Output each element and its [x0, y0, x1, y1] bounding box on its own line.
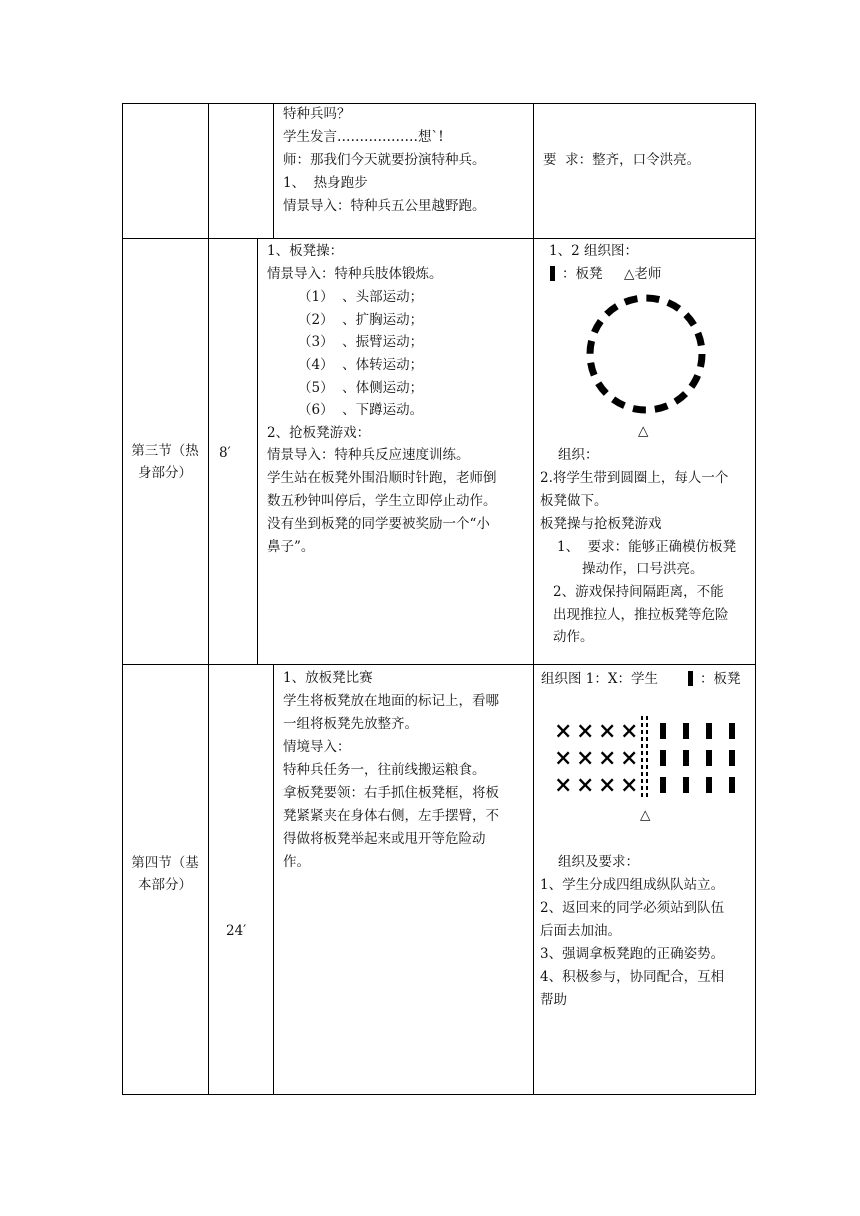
row3-org-line: 后面去加油。 — [540, 923, 621, 939]
teacher-legend-label: △老师 — [624, 266, 662, 282]
bench-formation — [660, 723, 735, 793]
table-border-right — [755, 103, 756, 1095]
row3-content-line: 拿板凳要领：右手抓住板凳框，将板 — [283, 785, 499, 801]
row3-content-line: 作。 — [283, 854, 310, 870]
row2-org-line: 板凳做下。 — [540, 493, 608, 509]
bench-circle-diagram — [580, 290, 716, 416]
exercise-item: （3） 、振臂运动； — [298, 334, 424, 350]
row-divider-1 — [122, 238, 756, 239]
formation-diagram-title: 组织图 1：X：学生 — [541, 671, 658, 687]
column-divider-time-row2 — [257, 238, 258, 664]
row3-time: 24′ — [226, 923, 247, 939]
row2-org-line: 动作。 — [553, 629, 594, 645]
row2-content-line: 鼻子”。 — [267, 539, 315, 555]
teacher-symbol: △ — [638, 423, 649, 439]
row2-org-line: 操动作，口号洪亮。 — [582, 561, 704, 577]
bench-mark — [683, 750, 689, 766]
bench-mark — [706, 750, 712, 766]
row1-content-line: 师：那我们今天就要扮演特种兵。 — [283, 152, 486, 168]
row2-content-line: 情景导入：特种兵肢体锻炼。 — [267, 266, 443, 282]
row3-content-line: 情境导入： — [283, 739, 351, 755]
row3-org-line: 帮助 — [540, 992, 567, 1008]
table-border-left — [122, 103, 123, 1095]
row-divider-2 — [122, 664, 756, 665]
column-divider-org — [533, 103, 534, 1095]
start-line — [642, 716, 647, 800]
bench-mark — [683, 723, 689, 739]
row3-org-line: 3、强调拿板凳跑的正确姿势。 — [540, 946, 725, 962]
student-mark: × — [576, 745, 595, 771]
row3-content-line: 一组将板凳先放整齐。 — [283, 716, 418, 732]
row2-content-line: 没有坐到板凳的同学要被奖励一个“小 — [267, 516, 490, 532]
row2-time: 8′ — [219, 445, 231, 461]
student-mark: × — [554, 745, 573, 771]
row2-org-line: 2.将学生带到圆圈上，每人一个 — [540, 470, 729, 486]
row1-content-line: 特种兵吗？ — [283, 106, 351, 122]
student-mark: × — [554, 772, 573, 798]
bench-legend-icon — [550, 266, 555, 281]
table-border-bottom — [122, 1094, 756, 1095]
row3-org-line: 1、学生分成四组成纵队站立。 — [540, 877, 725, 893]
row2-content-line: 1、板凳操： — [267, 243, 344, 259]
bench-mark — [660, 750, 666, 766]
row2-content-line: 2、抢板凳游戏： — [267, 425, 371, 441]
row1-content-line: 1、 热身跑步 — [283, 175, 368, 191]
student-mark: × — [620, 718, 639, 744]
bench-mark — [660, 723, 666, 739]
bench-mark — [683, 777, 689, 793]
row2-org-line: 2、游戏保持间隔距离，不能 — [553, 584, 724, 600]
row3-org-line: 2、返回来的同学必须站到队伍 — [540, 900, 725, 916]
row1-content-line: 情景导入：特种兵五公里越野跑。 — [283, 198, 486, 214]
row2-org-line: 1、 要求：能够正确模仿板凳 — [557, 539, 737, 555]
circle-diagram-title: 1、2 组织图： — [549, 243, 638, 259]
table-border-top — [122, 103, 756, 104]
row2-content-line: 情景导入：特种兵反应速度训练。 — [267, 447, 470, 463]
row3-section-label: 第四节（基本部分） — [131, 855, 199, 893]
exercise-item: （4） 、体转运动； — [298, 357, 424, 373]
column-divider-time-row1 — [273, 103, 274, 238]
student-mark: × — [598, 718, 617, 744]
student-formation — [554, 718, 638, 798]
student-mark: × — [576, 772, 595, 798]
student-mark: × — [620, 745, 639, 771]
exercise-item: （2） 、扩胸运动； — [298, 312, 424, 328]
row3-content-line: 1、放板凳比赛 — [283, 670, 373, 686]
student-mark: × — [598, 772, 617, 798]
bench-mark — [729, 750, 735, 766]
bench-mark — [660, 777, 666, 793]
bench-mark — [729, 777, 735, 793]
column-divider-section — [208, 103, 209, 1095]
bench-legend-label: ：板凳 — [700, 671, 741, 687]
bench-mark — [706, 777, 712, 793]
row2-content-line: 数五秒钟叫停后，学生立即停止动作。 — [267, 493, 497, 509]
student-mark: × — [554, 718, 573, 744]
row1-content-line: 学生发言………………想`! — [283, 129, 444, 145]
teacher-symbol: △ — [640, 807, 651, 823]
column-divider-time-row3 — [273, 664, 274, 1094]
bench-legend-label: ：板凳 — [562, 266, 603, 282]
bench-mark — [706, 723, 712, 739]
row3-org-line: 组织及要求： — [558, 854, 639, 870]
exercise-item: （1） 、头部运动； — [298, 289, 424, 305]
row2-section-label: 第三节（热身部分） — [131, 443, 199, 481]
row3-content-line: 特种兵任务一，往前线搬运粮食。 — [283, 762, 486, 778]
exercise-item: （5） 、体侧运动； — [298, 380, 424, 396]
student-mark: × — [620, 772, 639, 798]
student-mark: × — [576, 718, 595, 744]
bench-legend-icon — [688, 671, 693, 686]
bench-mark — [729, 723, 735, 739]
student-mark: × — [598, 745, 617, 771]
row3-content-line: 学生将板凳放在地面的标记上，看哪 — [283, 693, 499, 709]
row3-content-line: 得做将板凳举起来或甩开等危险动 — [283, 831, 486, 847]
formation-diagram — [550, 716, 740, 800]
row3-content-line: 凳紧紧夹在身体右侧，左手摆臂，不 — [283, 808, 499, 824]
exercise-item: （6） 、下蹲运动。 — [298, 402, 424, 418]
row2-org-line: 板凳操与抢板凳游戏 — [540, 516, 662, 532]
row2-org-line: 出现推拉人，推拉板凳等危险 — [553, 607, 729, 623]
row1-org-requirement: 要 求：整齐，口令洪亮。 — [543, 152, 701, 168]
row2-org-line: 组织： — [558, 447, 599, 463]
row3-org-line: 4、积极参与，协同配合，互相 — [540, 969, 725, 985]
row2-content-line: 学生站在板凳外围沿顺时针跑，老师倒 — [267, 470, 497, 486]
